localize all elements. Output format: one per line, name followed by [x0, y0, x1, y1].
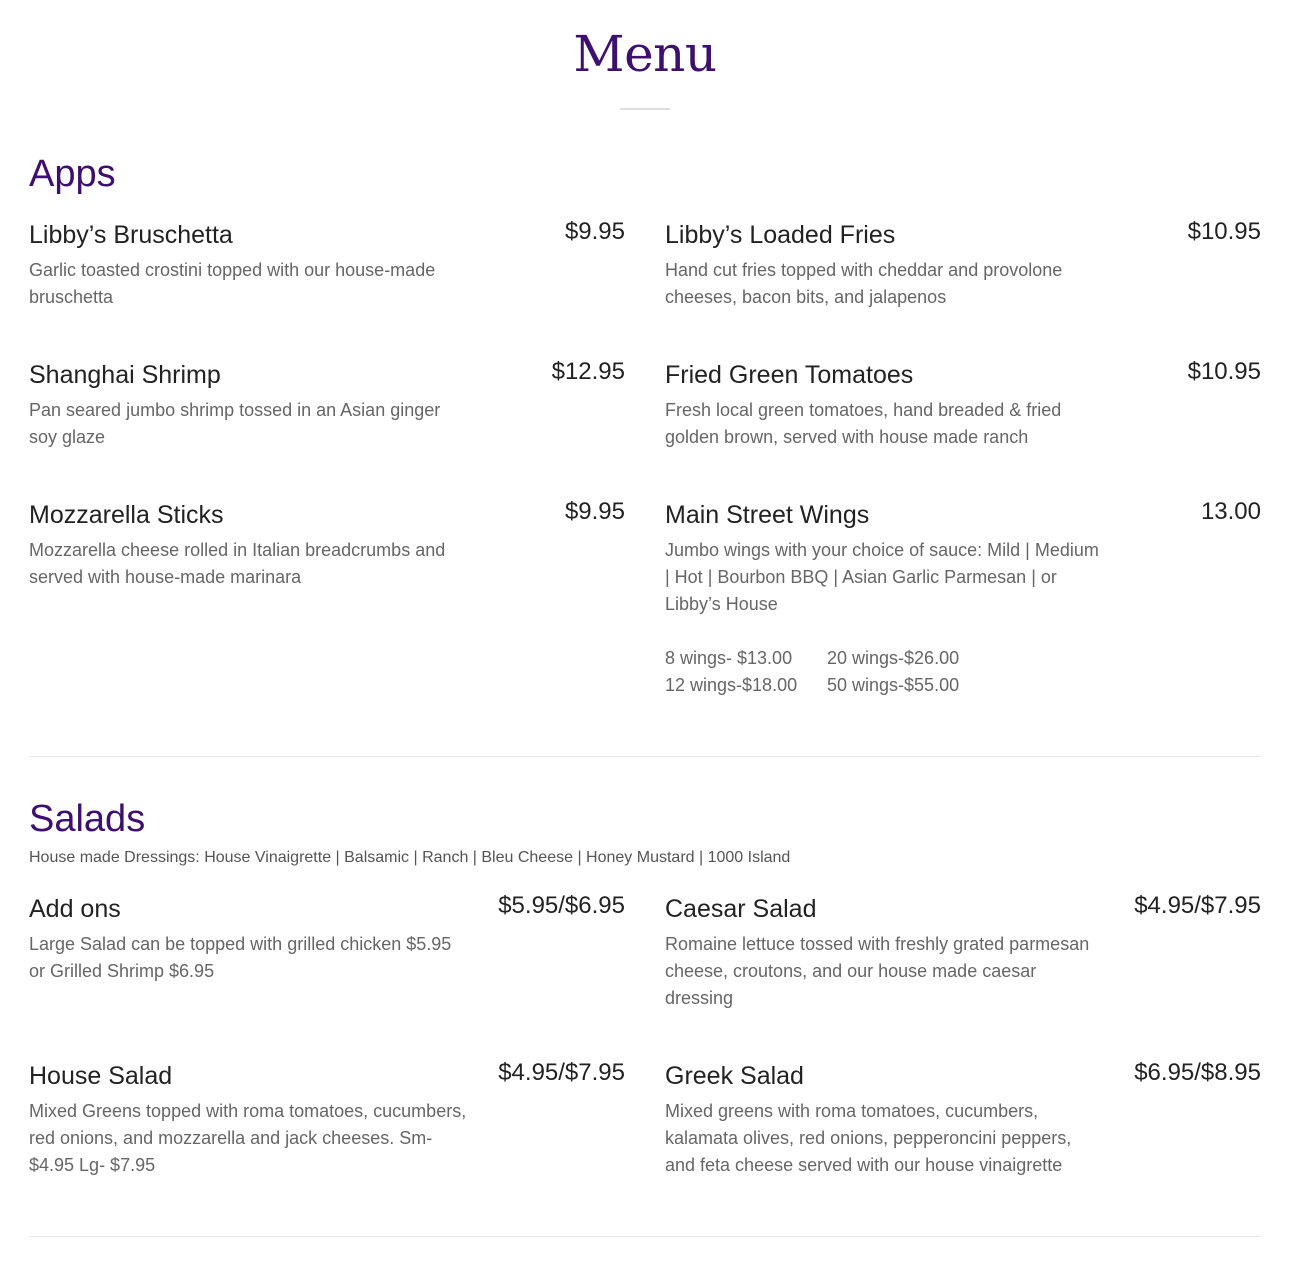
item-name: Caesar Salad	[665, 895, 817, 923]
wing-size-row	[665, 645, 995, 672]
wing-size-option: 20 wings-$26.00	[827, 648, 960, 668]
item-description: Large Salad can be topped with grilled chicken $5.95 or Grilled Shrimp $6.95	[29, 934, 452, 981]
item-name: Shanghai Shrimp	[29, 361, 221, 389]
section-title-salads: Salads	[29, 798, 146, 840]
wing-size-option: 50 wings-$55.00	[827, 675, 960, 695]
item-description: Romaine lettuce tossed with freshly grated parmesan cheese, croutons, and our house made caesar dressing	[665, 934, 1090, 1008]
item-price: $4.95/$7.95	[1134, 892, 1261, 919]
dressings-note: House made Dressings: House Vinaigrette | Balsamic | Ranch | Bleu Cheese | Honey Mustard | 1000 Island	[29, 849, 791, 866]
item-price: $9.95	[564, 498, 625, 525]
item-price: 13.00	[1200, 498, 1261, 525]
section-title-apps: Apps	[29, 153, 116, 195]
item-description: Jumbo wings with your choice of sauce: Mild | Medium | Hot | Bourbon BBQ | Asian Garlic Parmesan | or Libby’s House	[665, 540, 1099, 614]
item-description: Fresh local green tomatoes, hand breaded & fried golden brown, served with house made ranch	[665, 400, 1062, 447]
title-underline	[620, 108, 670, 110]
item-price: $10.95	[1187, 358, 1261, 385]
section-divider	[29, 1236, 1261, 1237]
item-description: Pan seared jumbo shrimp tossed in an Asian ginger soy glaze	[29, 400, 441, 447]
section-divider	[29, 756, 1261, 757]
wing-size-pricing	[665, 645, 995, 699]
item-price: $6.95/$8.95	[1134, 1059, 1261, 1086]
item-description: Mozzarella cheese rolled in Italian breadcrumbs and served with house-made marinara	[29, 540, 446, 587]
wing-size-option: 12 wings-$18.00	[665, 675, 798, 695]
item-name: Greek Salad	[665, 1062, 804, 1090]
item-price: $5.95/$6.95	[498, 892, 625, 919]
item-name: Main Street Wings	[665, 501, 870, 529]
item-price: $12.95	[551, 358, 625, 385]
page-title: Menu	[573, 25, 717, 83]
item-price: $9.95	[564, 218, 625, 245]
item-name: Add ons	[29, 895, 121, 923]
wing-size-row	[665, 672, 995, 699]
item-description: Mixed Greens topped with roma tomatoes, cucumbers, red onions, and mozzarella and jack cheeses. Sm- $4.95 Lg- $7.95	[29, 1101, 467, 1175]
item-name: Libby’s Loaded Fries	[665, 221, 896, 249]
item-name: House Salad	[29, 1062, 173, 1090]
item-name: Mozzarella Sticks	[29, 501, 224, 529]
item-name: Libby’s Bruschetta	[29, 221, 233, 249]
item-description: Garlic toasted crostini topped with our house-made bruschetta	[29, 260, 436, 307]
item-name: Fried Green Tomatoes	[665, 361, 914, 389]
item-description: Mixed greens with roma tomatoes, cucumbers, kalamata olives, red onions, pepperoncini peppers, and feta cheese served with our house vinaigrette	[665, 1101, 1072, 1175]
wing-size-option: 8 wings- $13.00	[665, 648, 793, 668]
item-price: $10.95	[1187, 218, 1261, 245]
item-price: $4.95/$7.95	[498, 1059, 625, 1086]
item-description: Hand cut fries topped with cheddar and provolone cheeses, bacon bits, and jalapenos	[665, 260, 1063, 307]
